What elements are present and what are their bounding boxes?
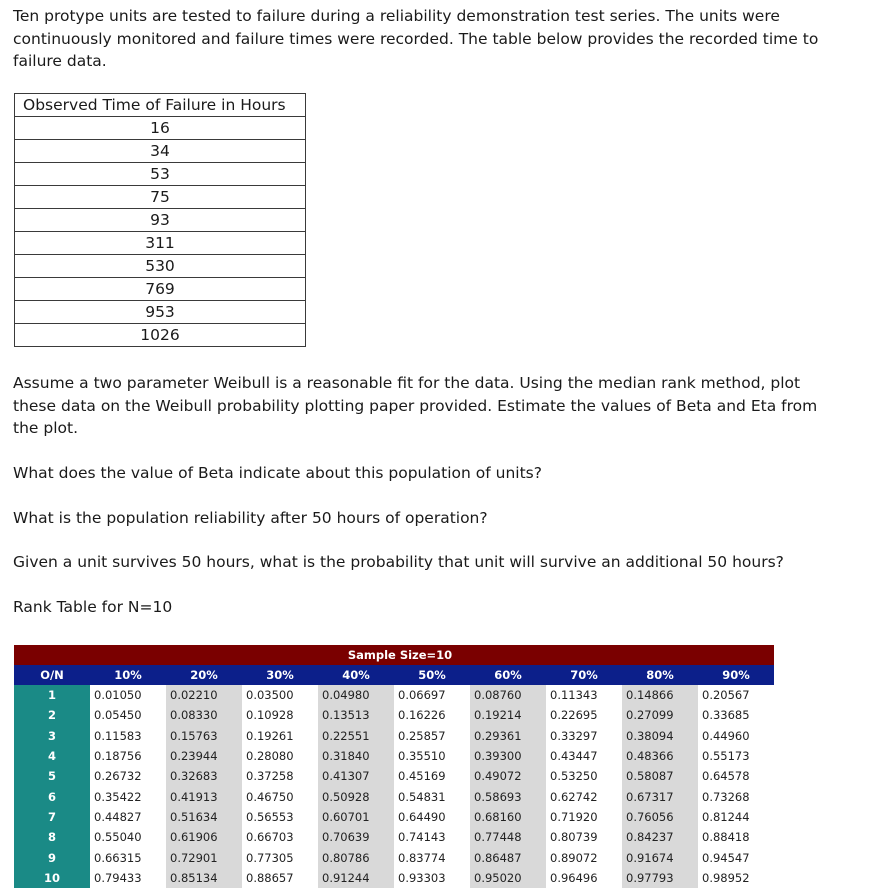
- failure-time-cell: 769: [15, 278, 306, 301]
- failure-time-cell: 34: [15, 140, 306, 163]
- rank-value-cell: 0.80786: [318, 847, 394, 867]
- table-row: [15, 163, 306, 186]
- rank-value-cell: 0.11583: [90, 726, 166, 746]
- rank-value-cell: 0.56553: [242, 807, 318, 827]
- rank-value-cell: 0.41307: [318, 766, 394, 786]
- rank-value-cell: 0.26732: [90, 766, 166, 786]
- rank-table-body: [14, 685, 774, 888]
- median-rank-table: [14, 645, 774, 888]
- rank-value-cell: 0.51634: [166, 807, 242, 827]
- failure-time-table: [14, 93, 306, 347]
- table-row: [15, 255, 306, 278]
- rank-value-cell: 0.85134: [166, 868, 242, 888]
- rank-value-cell: 0.54831: [394, 786, 470, 806]
- failure-time-cell: 75: [15, 186, 306, 209]
- rank-value-cell: 0.01050: [90, 685, 166, 705]
- failure-time-cell: 311: [15, 232, 306, 255]
- rank-header-percent: 30%: [242, 665, 318, 685]
- rank-value-cell: 0.60701: [318, 807, 394, 827]
- table-row: [14, 705, 774, 725]
- rank-order-cell: 4: [14, 746, 90, 766]
- table-row: [14, 868, 774, 888]
- table-row: [14, 726, 774, 746]
- rank-header-percent: 60%: [470, 665, 546, 685]
- rank-value-cell: 0.80739: [546, 827, 622, 847]
- table-row: [15, 278, 306, 301]
- rank-order-cell: 8: [14, 827, 90, 847]
- rank-value-cell: 0.88418: [698, 827, 774, 847]
- failure-time-cell: 1026: [15, 324, 306, 347]
- rank-value-cell: 0.77448: [470, 827, 546, 847]
- table-row: [15, 186, 306, 209]
- table-row: [14, 746, 774, 766]
- rank-value-cell: 0.66315: [90, 847, 166, 867]
- table-row: [14, 827, 774, 847]
- rank-value-cell: 0.29361: [470, 726, 546, 746]
- table-row: [15, 209, 306, 232]
- rank-value-cell: 0.50928: [318, 786, 394, 806]
- rank-value-cell: 0.33297: [546, 726, 622, 746]
- table-row: [15, 324, 306, 347]
- rank-value-cell: 0.08330: [166, 705, 242, 725]
- rank-value-cell: 0.18756: [90, 746, 166, 766]
- rank-table-header-row: [14, 665, 774, 685]
- rank-order-cell: 9: [14, 847, 90, 867]
- rank-value-cell: 0.49072: [470, 766, 546, 786]
- rank-value-cell: 0.19214: [470, 705, 546, 725]
- table-row: [15, 232, 306, 255]
- rank-value-cell: 0.53250: [546, 766, 622, 786]
- rank-value-cell: 0.06697: [394, 685, 470, 705]
- rank-value-cell: 0.61906: [166, 827, 242, 847]
- failure-time-cell: 953: [15, 301, 306, 324]
- rank-value-cell: 0.23944: [166, 746, 242, 766]
- rank-value-cell: 0.45169: [394, 766, 470, 786]
- rank-value-cell: 0.44827: [90, 807, 166, 827]
- failure-time-cell: 530: [15, 255, 306, 278]
- rank-value-cell: 0.91244: [318, 868, 394, 888]
- rank-value-cell: 0.64490: [394, 807, 470, 827]
- table-row: [14, 766, 774, 786]
- rank-order-cell: 7: [14, 807, 90, 827]
- rank-header-percent: 20%: [166, 665, 242, 685]
- rank-value-cell: 0.74143: [394, 827, 470, 847]
- question-reliability: What is the population reliability after 50 hours of operation?: [13, 509, 488, 527]
- rank-value-cell: 0.32683: [166, 766, 242, 786]
- rank-header-percent: 40%: [318, 665, 394, 685]
- rank-table-label: Rank Table for N=10: [13, 598, 173, 616]
- rank-value-cell: 0.58693: [470, 786, 546, 806]
- question-beta: What does the value of Beta indicate about this population of units?: [13, 464, 542, 482]
- rank-value-cell: 0.33685: [698, 705, 774, 725]
- failure-time-header: Observed Time of Failure in Hours: [15, 94, 306, 117]
- rank-value-cell: 0.88657: [242, 868, 318, 888]
- rank-value-cell: 0.15763: [166, 726, 242, 746]
- rank-value-cell: 0.35510: [394, 746, 470, 766]
- rank-value-cell: 0.39300: [470, 746, 546, 766]
- rank-value-cell: 0.91674: [622, 847, 698, 867]
- rank-value-cell: 0.96496: [546, 868, 622, 888]
- rank-value-cell: 0.67317: [622, 786, 698, 806]
- failure-time-cell: 16: [15, 117, 306, 140]
- rank-value-cell: 0.62742: [546, 786, 622, 806]
- table-row: [15, 301, 306, 324]
- rank-value-cell: 0.16226: [394, 705, 470, 725]
- rank-header-percent: 90%: [698, 665, 774, 685]
- rank-value-cell: 0.46750: [242, 786, 318, 806]
- rank-value-cell: 0.02210: [166, 685, 242, 705]
- rank-value-cell: 0.20567: [698, 685, 774, 705]
- rank-value-cell: 0.03500: [242, 685, 318, 705]
- rank-header-percent: 10%: [90, 665, 166, 685]
- rank-value-cell: 0.79433: [90, 868, 166, 888]
- rank-value-cell: 0.10928: [242, 705, 318, 725]
- rank-value-cell: 0.76056: [622, 807, 698, 827]
- table-row: [14, 807, 774, 827]
- rank-value-cell: 0.55173: [698, 746, 774, 766]
- rank-value-cell: 0.43447: [546, 746, 622, 766]
- rank-order-cell: 6: [14, 786, 90, 806]
- rank-value-cell: 0.08760: [470, 685, 546, 705]
- rank-value-cell: 0.22551: [318, 726, 394, 746]
- rank-value-cell: 0.48366: [622, 746, 698, 766]
- rank-value-cell: 0.19261: [242, 726, 318, 746]
- rank-value-cell: 0.05450: [90, 705, 166, 725]
- rank-value-cell: 0.73268: [698, 786, 774, 806]
- rank-value-cell: 0.27099: [622, 705, 698, 725]
- rank-value-cell: 0.58087: [622, 766, 698, 786]
- rank-order-cell: 2: [14, 705, 90, 725]
- table-row: [15, 117, 306, 140]
- rank-table-title: Sample Size=10: [14, 645, 774, 665]
- rank-value-cell: 0.97793: [622, 868, 698, 888]
- rank-value-cell: 0.89072: [546, 847, 622, 867]
- failure-time-cell: 53: [15, 163, 306, 186]
- rank-value-cell: 0.86487: [470, 847, 546, 867]
- rank-value-cell: 0.37258: [242, 766, 318, 786]
- rank-order-cell: 3: [14, 726, 90, 746]
- rank-value-cell: 0.77305: [242, 847, 318, 867]
- rank-value-cell: 0.94547: [698, 847, 774, 867]
- rank-value-cell: 0.71920: [546, 807, 622, 827]
- rank-value-cell: 0.55040: [90, 827, 166, 847]
- rank-value-cell: 0.13513: [318, 705, 394, 725]
- rank-order-cell: 5: [14, 766, 90, 786]
- table-row: [14, 786, 774, 806]
- rank-order-cell: 1: [14, 685, 90, 705]
- rank-value-cell: 0.64578: [698, 766, 774, 786]
- rank-value-cell: 0.44960: [698, 726, 774, 746]
- rank-value-cell: 0.11343: [546, 685, 622, 705]
- question-conditional: Given a unit survives 50 hours, what is the probability that unit will survive an additional 50 hours?: [13, 553, 784, 571]
- failure-time-body: [15, 117, 306, 347]
- rank-value-cell: 0.22695: [546, 705, 622, 725]
- rank-header-percent: 50%: [394, 665, 470, 685]
- intro-paragraph: Ten protype units are tested to failure during a reliability demonstration test series. The units were continuously monitored and failure times were recorded. The table below provides the recorded time to failure data.: [13, 7, 819, 70]
- rank-value-cell: 0.72901: [166, 847, 242, 867]
- rank-order-cell: 10: [14, 868, 90, 888]
- table-row: [14, 847, 774, 867]
- rank-value-cell: 0.35422: [90, 786, 166, 806]
- rank-value-cell: 0.98952: [698, 868, 774, 888]
- failure-time-cell: 93: [15, 209, 306, 232]
- rank-value-cell: 0.28080: [242, 746, 318, 766]
- rank-value-cell: 0.81244: [698, 807, 774, 827]
- rank-value-cell: 0.95020: [470, 868, 546, 888]
- weibull-instructions: Assume a two parameter Weibull is a reasonable fit for the data. Using the median rank method, plot these data on the Weibull probability plotting paper provided. Estimate the values of Beta and Eta from the plot.: [13, 374, 818, 437]
- rank-value-cell: 0.93303: [394, 868, 470, 888]
- table-row: [15, 140, 306, 163]
- rank-header-percent: 70%: [546, 665, 622, 685]
- rank-value-cell: 0.66703: [242, 827, 318, 847]
- rank-value-cell: 0.25857: [394, 726, 470, 746]
- table-row: [14, 685, 774, 705]
- rank-value-cell: 0.84237: [622, 827, 698, 847]
- rank-value-cell: 0.38094: [622, 726, 698, 746]
- rank-value-cell: 0.68160: [470, 807, 546, 827]
- rank-header-percent: 80%: [622, 665, 698, 685]
- rank-value-cell: 0.70639: [318, 827, 394, 847]
- rank-value-cell: 0.04980: [318, 685, 394, 705]
- rank-value-cell: 0.14866: [622, 685, 698, 705]
- rank-value-cell: 0.31840: [318, 746, 394, 766]
- rank-header-order: O/N: [14, 665, 90, 685]
- rank-value-cell: 0.41913: [166, 786, 242, 806]
- rank-value-cell: 0.83774: [394, 847, 470, 867]
